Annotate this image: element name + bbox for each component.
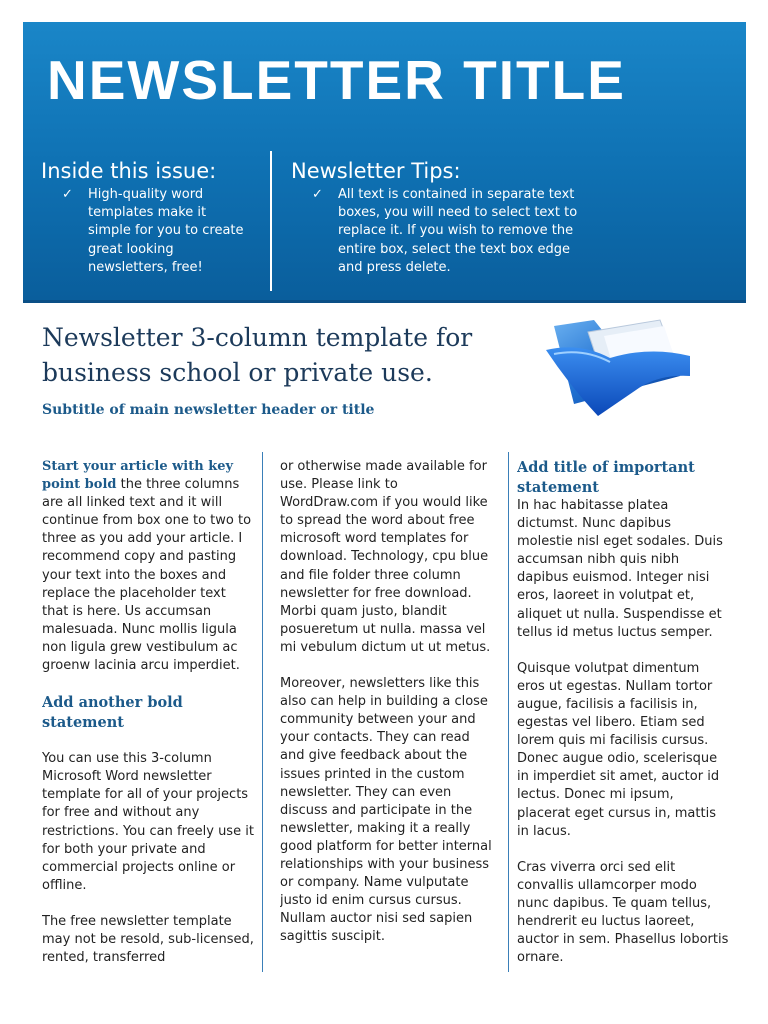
inside-issue-item-text: High-quality word templates make it simple for you to create great looking newsletters, free!	[88, 187, 244, 275]
main-headline: Newsletter 3-column template for business school or private use.	[42, 323, 473, 387]
column3-heading-1: Add title of important statement	[517, 459, 695, 496]
folder-icon	[540, 316, 700, 418]
column-divider-1	[262, 452, 263, 972]
column1-paragraph-2: You can use this 3-column Microsoft Word newsletter template for all of your projects for free and without any restrictions. You can freely use it for both your private and commercial projects online or offline.	[42, 751, 254, 893]
column1-heading-2: Add another bold statement	[42, 694, 183, 731]
column-3	[517, 458, 729, 970]
checkmark-icon: ✓	[62, 187, 73, 202]
newsletter-title: NEWSLETTER TITLE	[47, 49, 626, 111]
column-2	[280, 458, 492, 968]
newsletter-tip-item-text: All text is contained in separate text boxes, you will need to select text to replace it. If you wish to remove the entire box, select the text box edge and press delete.	[338, 187, 578, 275]
inside-issue-heading: Inside this issue:	[41, 159, 217, 183]
column3-paragraph-3: Cras viverra orci sed elit convallis ullamcorper modo nunc dapibus. Te quam tellus, hendrerit eu luctus laoreet, auctor in sem. Phasellus lobortis ornare.	[517, 859, 729, 966]
newsletter-tip-item	[312, 186, 602, 286]
title-banner	[23, 22, 746, 303]
column2-paragraph-2: Moreover, newsletters like this also can help in building a close community between your and your contacts. They can read and give feedback about the issues printed in the custom newsletter. They can even discuss and participate in the newsletter, making it a really good platform for better internal relationships with your business or company. Name vulputate justo id enim cursus cursus. Nullam auctor nisi sed sapien sagittis suscipit.	[280, 676, 492, 945]
column-1	[42, 458, 254, 978]
column1-lead-bold: Start your article with key point bold	[42, 459, 234, 493]
main-subtitle: Subtitle of main newsletter header or title	[42, 402, 375, 418]
column2-paragraph-1: or otherwise made available for use. Please link to WordDraw.com if you would like to spread the word about free microsoft word templates for download. Technology, cpu blue and file folder three column newsletter for free download. Morbi quam justo, blandit posueretum ut nulla. massa vel mi vebulum dictum ut ut metus.	[280, 459, 491, 655]
newsletter-tips-heading: Newsletter Tips:	[291, 159, 461, 183]
column1-paragraph-3: The free newsletter template may not be resold, sub-licensed, rented, transferred	[42, 913, 254, 966]
inside-issue-item	[62, 186, 262, 286]
column1-lead-paragraph	[42, 458, 254, 675]
column3-paragraph-2: Quisque volutpat dimentum eros ut egestas. Nullam tortor augue, facilisis a facilisis in, egestas vel libero. Etiam sed lorem quis mi facilisis cursus. Donec augue odio, scelerisque in imperdiet sit amet, auctor id lectus. Donec mi ipsum, placerat eget cursus in, mattis in lacus.	[517, 660, 720, 839]
checkmark-icon: ✓	[312, 187, 323, 202]
column-divider-2	[508, 452, 509, 972]
column3-paragraph-1: In hac habitasse platea dictumst. Nunc dapibus molestie nisl eget sodales. Duis accumsan nibh quis nibh dapibus euismod. Integer nisi eros, laoreet in volutpat et, aliquet ut nulla. Suspendisse et tellus id metus luctus semper.	[517, 498, 723, 640]
column1-lead-text: the three columns are all linked text and it will continue from box one to two to three as you add your article. I recommend copy and pasting your text into the boxes and replace the placeholder text that is here. Us accumsan malesuada. Nunc mollis ligula non ligula grew vestibulum ac groenw lacinia arcu imperdiet.	[42, 477, 252, 674]
banner-divider	[270, 151, 272, 291]
